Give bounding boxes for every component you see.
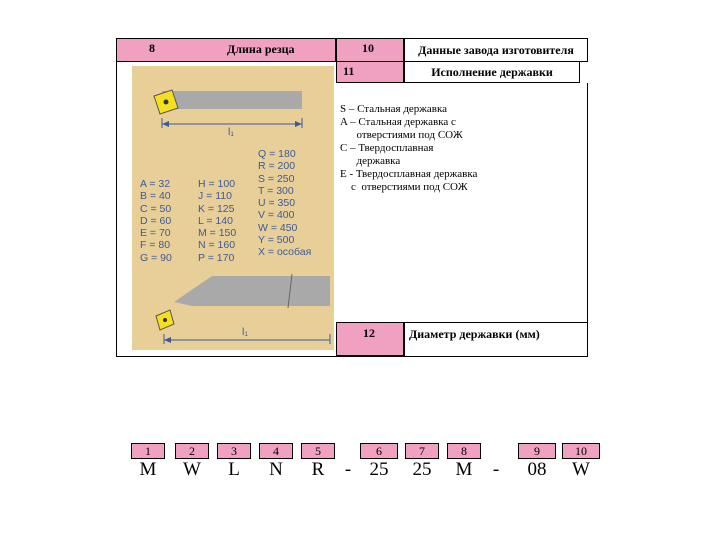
length-code: G = 90 — [140, 251, 172, 264]
cell-10-label-box — [404, 38, 588, 62]
cell-12-number-box — [336, 322, 404, 356]
length-code: B = 40 — [140, 190, 171, 203]
length-code: K = 125 — [198, 202, 235, 215]
length-code: H = 100 — [198, 178, 236, 190]
length-code: E = 70 — [140, 227, 171, 240]
code-value-2: W — [183, 459, 201, 480]
holder-type-line: C – Твердосплавная — [340, 142, 434, 154]
code-position-2: 2 — [175, 443, 209, 459]
cell-10-label: Данные завода изготовителя — [418, 42, 574, 57]
frame-right-line — [587, 83, 588, 357]
cell-8-number: 8 — [149, 41, 155, 55]
code-value-5: R — [311, 459, 325, 480]
code-position-7: 7 — [405, 443, 439, 459]
holder-type-line: с отверстиями под СОЖ — [340, 181, 468, 193]
lengths-column-2 — [198, 178, 236, 264]
length-code: S = 250 — [258, 172, 295, 185]
length-code: C = 50 — [140, 202, 172, 215]
length-code: W = 450 — [258, 221, 298, 234]
holder-type-line: державка — [340, 155, 401, 167]
code-position-1: 1 — [131, 443, 165, 459]
cell-8-header — [116, 38, 336, 62]
length-code: X = особая — [258, 246, 312, 259]
cell-12-label: Диаметр державки (мм) — [409, 327, 540, 341]
bottom-insert-screw-icon — [163, 318, 167, 322]
length-code: T = 300 — [258, 184, 294, 197]
code-position-4: 4 — [259, 443, 293, 459]
code-value-4: N — [269, 459, 283, 480]
code-value-10: W — [572, 459, 590, 480]
holder-type-line: A – Стальная державка с — [340, 116, 456, 128]
cell-11-number: 11 — [343, 64, 355, 78]
length-code: U = 350 — [258, 197, 296, 210]
cell-10-number-box — [336, 38, 404, 62]
length-code: M = 150 — [198, 227, 237, 240]
holder-type-line: отверстиями под СОЖ — [340, 129, 463, 141]
holder-type-line: S – Стальная державка — [340, 103, 448, 115]
code-position-5: 5 — [301, 443, 335, 459]
code-position-3: 3 — [217, 443, 251, 459]
code-position-6: 6 — [360, 443, 398, 459]
code-value-7: 25 — [412, 459, 432, 480]
lengths-column-3 — [258, 148, 311, 259]
straight-holder-shank — [162, 91, 302, 109]
code-position-9: 9 — [518, 443, 556, 459]
length-code: R = 200 — [258, 160, 296, 173]
length-code: D = 60 — [140, 214, 172, 227]
cell-10-number: 10 — [362, 41, 374, 55]
code-separator: - — [492, 459, 500, 480]
length-code: Q = 180 — [258, 148, 296, 160]
cell-8-label: Длина резца — [227, 42, 295, 56]
angled-holder-shank — [174, 276, 330, 306]
top-insert-screw-icon — [164, 100, 169, 105]
top-dimension-label: l₁ — [228, 126, 234, 138]
cell-11-number-box — [336, 61, 404, 83]
cell-11-label: Исполнение державки — [431, 64, 553, 79]
code-separator: - — [344, 459, 352, 480]
length-code: P = 170 — [198, 251, 235, 264]
bottom-dimension-label: l₁ — [242, 326, 248, 338]
frame-left-line — [116, 61, 117, 357]
code-value-9: 08 — [527, 459, 547, 480]
length-code: N = 160 — [198, 239, 236, 252]
code-value-6: 25 — [369, 459, 389, 480]
length-code: Y = 500 — [258, 234, 295, 247]
code-position-8: 8 — [447, 443, 481, 459]
lengths-column-1 — [140, 178, 172, 264]
code-value-8: M — [455, 459, 473, 480]
cell-12-number: 12 — [363, 326, 375, 340]
tool-drawing — [132, 66, 334, 350]
holder-type-line: E - Твердосплавная державка — [340, 168, 478, 180]
code-value-3: L — [228, 459, 240, 480]
holder-types-list — [340, 103, 580, 194]
code-position-10: 10 — [562, 443, 600, 459]
length-code: L = 140 — [198, 214, 233, 227]
cell-12-label-box — [404, 322, 588, 357]
cell-11-label-box — [404, 61, 580, 83]
code-value-1: M — [139, 459, 157, 480]
length-code: V = 400 — [258, 209, 295, 222]
length-code: A = 32 — [140, 178, 171, 190]
length-code: J = 110 — [198, 190, 232, 203]
length-code: F = 80 — [140, 239, 171, 252]
